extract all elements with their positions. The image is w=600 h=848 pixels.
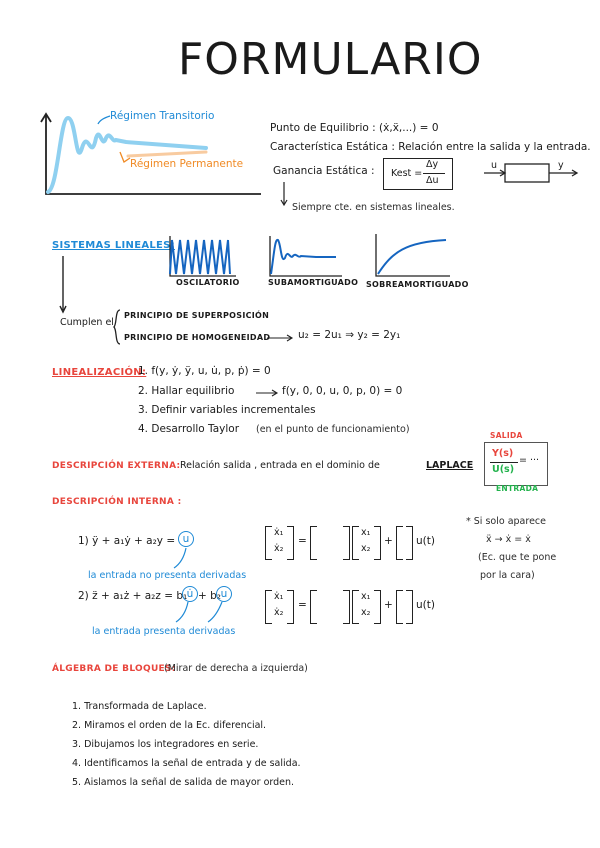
eq1-u-circled: u [178, 531, 194, 547]
ganancia-label: Ganancia Estática : [273, 165, 375, 177]
principio-homogeneidad: PRINCIPIO DE HOMOGENEIDAD [124, 333, 271, 342]
block-diagram-arrow [484, 160, 584, 186]
ss2-x2dot: ẋ₂ [274, 607, 284, 618]
principio-superposicion: PRINCIPIO DE SUPERPOSICIÓN [124, 311, 270, 320]
ss1-B-right [406, 526, 413, 560]
side-note-3: (Ec. que te pone [478, 552, 557, 563]
ss1-x1dot: ẋ₁ [274, 527, 284, 538]
ss1-x-left [352, 526, 359, 560]
ss2-A-right [343, 590, 350, 624]
siempre-text: Siempre cte. en sistemas lineales. [292, 202, 455, 213]
homog-eq: u₂ = 2u₁ ⇒ y₂ = 2y₁ [298, 329, 401, 341]
ss1-x1: x₁ [361, 527, 371, 538]
ss2-x2: x₂ [361, 607, 371, 618]
lin-step-1: 1. f(y, ẏ, ÿ, u, u̇, p, ṗ) = 0 [138, 365, 271, 377]
subamortiguado-label: SUBAMORTIGUADO [268, 278, 359, 287]
side-note-4: por la cara) [480, 570, 535, 581]
punto-equilibrio-text: Punto de Equilibrio : (ẋ,ẍ,...) = 0 [270, 122, 439, 134]
cumplen-text: Cumplen el [60, 317, 114, 328]
note1-text: la entrada no presenta derivadas [88, 570, 247, 581]
externa-text: Relación salida , entrada en el dominio de [180, 460, 380, 471]
ss1-A-right [343, 526, 350, 560]
lin-step-2b: f(y, 0, 0, u, 0, p, 0) = 0 [282, 385, 403, 397]
ss2-x-left [352, 590, 359, 624]
sobreamortiguado-label: SOBREAMORTIGUADO [366, 280, 469, 289]
lin-step-2: 2. Hallar equilibrio [138, 385, 235, 397]
ss1-x2dot: ẋ₂ [274, 543, 284, 554]
bloques-step-5: 5. Aislamos la señal de salida de mayor orden. [72, 777, 295, 788]
bloques-step-3: 3. Dibujamos los integradores en serie. [72, 739, 259, 750]
interna-eq2: 2) z̈ + a₁ż + a₂z = b₁ [78, 590, 188, 602]
homog-arrow-icon [265, 333, 295, 343]
bloques-step-1: 1. Transformada de Laplace. [72, 701, 207, 712]
block-y-label: y [558, 160, 564, 171]
ss1-bracket-right [287, 526, 294, 560]
ss1-plus: + [384, 535, 393, 547]
tf-eq: = ··· [519, 455, 540, 466]
ss2-B-right [406, 590, 413, 624]
sobreamortiguado-plot [372, 232, 454, 280]
laplace-text: LAPLACE [426, 460, 474, 471]
fraction-line [423, 173, 445, 174]
tf-fraction-line [490, 462, 518, 463]
ss1-ut: u(t) [416, 535, 435, 547]
block-u-label: u [491, 160, 498, 171]
ss2-x-right [374, 590, 381, 624]
note2-text: la entrada presenta derivadas [92, 626, 236, 637]
sistemas-arrow-icon [58, 254, 68, 316]
delta-u: Δu [426, 175, 439, 186]
note2-arrows-icon [170, 600, 230, 626]
regimen-transitorio-label: Régimen Transitorio [110, 110, 215, 122]
subamortiguado-plot [266, 234, 346, 280]
ys-label: Y(s) [492, 448, 514, 459]
bloques-step-2: 2. Miramos el orden de la Ec. diferencial. [72, 720, 267, 731]
kest-label: Kest = [391, 168, 423, 179]
oscilatorio-plot [166, 234, 238, 280]
ss2-B-left [396, 590, 403, 624]
ss2-bracket-right [287, 590, 294, 624]
eq2-udot-circled: u̇ [182, 586, 198, 602]
transient-response-plot [36, 108, 266, 203]
interna-eq1: 1) ÿ + a₁ẏ + a₂y = [78, 535, 176, 547]
ss1-x2: x₂ [361, 543, 371, 554]
ss2-x1dot: ẋ₁ [274, 591, 284, 602]
ss1-A-left [310, 526, 317, 560]
note1-arrow-icon [170, 546, 190, 572]
ss1-x-right [374, 526, 381, 560]
bloques-step-4: 4. Identificamos la señal de entrada y de salida. [72, 758, 301, 769]
ss2-A-left [310, 590, 317, 624]
siempre-arrow-icon [279, 180, 289, 208]
side-note-2: ẍ → ẋ = ẋ [486, 534, 531, 545]
oscilatorio-label: OSCILATORIO [176, 278, 240, 287]
lin-step-4: 4. Desarrollo Taylor [138, 423, 240, 435]
ss2-plus: + [384, 599, 393, 611]
interna-heading: DESCRIPCIÓN INTERNA : [52, 497, 182, 507]
lin-step-4b: (en el punto de funcionamiento) [256, 424, 410, 435]
principios-brace-icon [112, 308, 122, 346]
transitorio-arrow-icon [96, 114, 112, 126]
eq2-u-circled: u [216, 586, 232, 602]
eq2-plus: + b₂ [198, 590, 222, 602]
permanente-arrow-icon [118, 150, 132, 164]
delta-y: Δy [426, 159, 439, 170]
page-title: FORMULARIO [178, 34, 483, 85]
ss2-ut: u(t) [416, 599, 435, 611]
salida-label: SALIDA [490, 431, 523, 440]
caracteristica-text: Característica Estática : Relación entre la salida y la entrada. [270, 141, 591, 153]
sistemas-lineales-heading: SISTEMAS LINEALES: [52, 240, 175, 251]
externa-heading: DESCRIPCIÓN EXTERNA: [52, 461, 181, 471]
ss1-bracket-left [265, 526, 272, 560]
ss2-x1: x₁ [361, 591, 371, 602]
bloques-heading: ÁLGEBRA DE BLOQUES: [52, 664, 176, 674]
ss1-B-left [396, 526, 403, 560]
lin-step-3: 3. Definir variables incrementales [138, 404, 316, 416]
linealizacion-heading: LINEALIZACIÓN: [52, 367, 147, 378]
equilibrio-arrow-icon [254, 388, 280, 398]
bloques-sub: (Mirar de derecha a izquierda) [164, 663, 308, 674]
ss2-eq: = [298, 599, 307, 611]
ss2-bracket-left [265, 590, 272, 624]
ss1-eq: = [298, 535, 307, 547]
entrada-label: ENTRADA [496, 484, 539, 493]
us-label: U(s) [492, 464, 515, 475]
side-note-1: * Si solo aparece [466, 516, 546, 527]
regimen-permanente-label: Régimen Permanente [130, 158, 244, 170]
